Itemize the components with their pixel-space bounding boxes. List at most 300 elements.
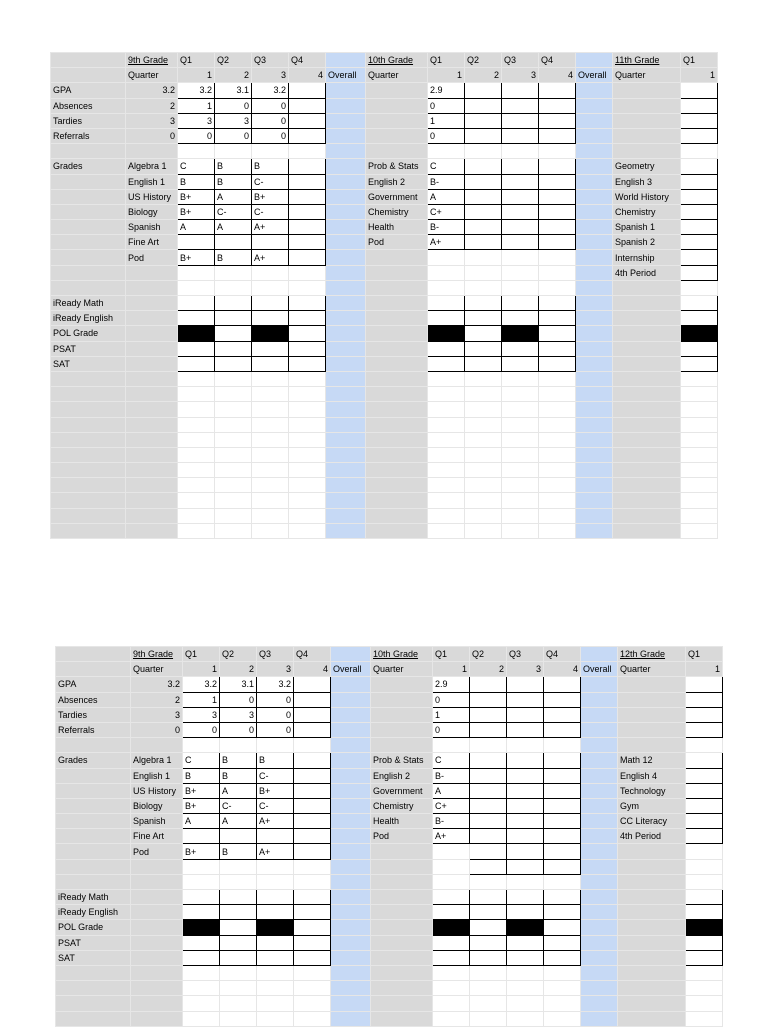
test-value <box>686 905 723 920</box>
cell <box>539 144 576 159</box>
overall-column <box>326 53 366 68</box>
subject-name: Algebra 1 <box>126 159 178 174</box>
cell <box>366 280 428 295</box>
cell <box>581 768 618 783</box>
cell <box>178 508 215 523</box>
cell <box>576 417 613 432</box>
cell <box>465 371 502 386</box>
cell <box>465 387 502 402</box>
subject-name: Biology <box>126 204 178 219</box>
test-value <box>539 341 576 356</box>
cell <box>613 447 681 462</box>
cell <box>215 144 252 159</box>
stat-value: 0 <box>257 722 294 737</box>
quarter-number: 4 <box>544 662 581 677</box>
empty-row <box>56 965 723 980</box>
cell <box>326 189 366 204</box>
grade-value: B <box>220 753 257 768</box>
cell <box>502 493 539 508</box>
cell <box>215 508 252 523</box>
cell <box>51 447 126 462</box>
test-row <box>51 356 718 371</box>
cell <box>613 144 681 159</box>
stat-value: 3.2 <box>178 83 215 98</box>
cell <box>613 280 681 295</box>
cell <box>613 508 681 523</box>
cell <box>544 965 581 980</box>
cell <box>539 417 576 432</box>
grade-value <box>544 768 581 783</box>
cell <box>576 402 613 417</box>
test-row <box>56 920 723 935</box>
test-value <box>544 920 581 935</box>
subject-name <box>618 844 686 859</box>
quarter-label: Q4 <box>539 53 576 68</box>
cell <box>294 874 331 889</box>
grade-value: B <box>220 844 257 859</box>
stat-value <box>289 98 326 113</box>
test-value <box>178 356 215 371</box>
cell <box>618 722 686 737</box>
cell <box>326 235 366 250</box>
cell <box>215 447 252 462</box>
cell <box>326 220 366 235</box>
stat-total: 0 <box>126 128 178 143</box>
cell <box>56 768 131 783</box>
subject-name: 4th Period <box>613 265 681 280</box>
cell <box>178 432 215 447</box>
cell <box>428 508 465 523</box>
stat-value <box>681 113 718 128</box>
test-value <box>544 890 581 905</box>
cell <box>331 920 371 935</box>
test-row <box>51 296 718 311</box>
grade-value <box>178 265 215 280</box>
grade-value <box>470 768 507 783</box>
cell <box>576 296 613 311</box>
stat-label: GPA <box>51 83 126 98</box>
cell <box>178 144 215 159</box>
stat-value: 1 <box>428 113 465 128</box>
stat-value <box>681 98 718 113</box>
cell <box>126 387 178 402</box>
stat-label: Tardies <box>51 113 126 128</box>
cell <box>126 296 178 311</box>
quarter-number: 4 <box>289 68 326 83</box>
grade-value <box>681 174 718 189</box>
cell <box>465 508 502 523</box>
cell <box>215 432 252 447</box>
cell <box>183 981 220 996</box>
stat-value <box>686 707 723 722</box>
test-value <box>178 296 215 311</box>
cell <box>544 981 581 996</box>
quarter-number: 3 <box>502 68 539 83</box>
cell <box>126 493 178 508</box>
cell <box>326 113 366 128</box>
cell <box>502 371 539 386</box>
cell <box>613 98 681 113</box>
cell <box>56 874 131 889</box>
cell <box>470 738 507 753</box>
test-value <box>507 890 544 905</box>
grade-value <box>539 204 576 219</box>
stat-value: 0 <box>215 98 252 113</box>
stat-value <box>470 722 507 737</box>
grade-row <box>51 265 718 280</box>
quarter-caption: Quarter <box>371 662 433 677</box>
grade-value: B- <box>433 814 470 829</box>
grade-value <box>178 235 215 250</box>
cell <box>331 768 371 783</box>
grade-value <box>465 250 502 265</box>
grade-value <box>294 844 331 859</box>
cell <box>618 965 686 980</box>
cell <box>366 341 428 356</box>
test-label: iReady Math <box>51 296 126 311</box>
cell <box>331 753 371 768</box>
cell <box>465 523 502 538</box>
cell <box>366 402 428 417</box>
cell <box>576 174 613 189</box>
grade-value: B- <box>433 768 470 783</box>
cell <box>613 113 681 128</box>
grade-value <box>681 189 718 204</box>
subject-name: Chemistry <box>613 204 681 219</box>
stat-value: 0 <box>433 722 470 737</box>
subject-name: Algebra 1 <box>131 753 183 768</box>
grade-value: C- <box>215 204 252 219</box>
cell <box>581 677 618 692</box>
cell <box>131 935 183 950</box>
cell <box>581 798 618 813</box>
cell <box>289 371 326 386</box>
cell <box>618 738 686 753</box>
grade-value: B+ <box>178 189 215 204</box>
cell <box>428 280 465 295</box>
stat-value <box>544 707 581 722</box>
cell <box>51 432 126 447</box>
subject-name: Spanish 1 <box>613 220 681 235</box>
subject-name: CC Literacy <box>618 814 686 829</box>
cell <box>576 98 613 113</box>
quarter-number: 1 <box>428 68 465 83</box>
grade-value: B+ <box>183 783 220 798</box>
grade-value <box>465 204 502 219</box>
cell <box>51 250 126 265</box>
grade-value <box>502 174 539 189</box>
cell <box>681 387 718 402</box>
subject-name: Fine Art <box>126 235 178 250</box>
cell <box>502 387 539 402</box>
overall-label: Overall <box>326 68 366 83</box>
test-value <box>252 341 289 356</box>
test-value <box>289 356 326 371</box>
cell <box>178 493 215 508</box>
test-value <box>686 935 723 950</box>
cell <box>252 493 289 508</box>
grade-value <box>507 844 544 859</box>
subject-name: English 4 <box>618 768 686 783</box>
quarter-row <box>51 68 718 83</box>
grade-value <box>544 859 581 874</box>
test-value <box>289 296 326 311</box>
grade-value <box>470 859 507 874</box>
stat-value <box>686 722 723 737</box>
cell <box>681 144 718 159</box>
quarter-label: Q4 <box>294 647 331 662</box>
grade-value: A <box>220 783 257 798</box>
test-value <box>220 950 257 965</box>
cell <box>613 341 681 356</box>
cell <box>220 981 257 996</box>
cell <box>183 965 220 980</box>
cell <box>326 508 366 523</box>
cell <box>326 280 366 295</box>
stat-value <box>294 692 331 707</box>
cell <box>366 311 428 326</box>
grade-value <box>544 814 581 829</box>
grade-value <box>294 859 331 874</box>
test-value <box>428 341 465 356</box>
cell <box>576 250 613 265</box>
quarter-label: Q4 <box>289 53 326 68</box>
subject-name <box>371 859 433 874</box>
grade-value <box>544 844 581 859</box>
grade-value <box>289 174 326 189</box>
cell <box>331 692 371 707</box>
quarter-number: 1 <box>183 662 220 677</box>
test-value <box>465 341 502 356</box>
cell <box>331 829 371 844</box>
cell <box>371 692 433 707</box>
stat-value: 1 <box>178 98 215 113</box>
test-value <box>294 890 331 905</box>
cell <box>326 296 366 311</box>
shaded-cell <box>681 326 718 341</box>
grade-value: B <box>252 159 289 174</box>
grade-value <box>294 829 331 844</box>
cell <box>252 371 289 386</box>
year3-title: 11th Grade <box>613 53 681 68</box>
cell <box>613 83 681 98</box>
stat-row <box>51 98 718 113</box>
test-label: POL Grade <box>51 326 126 341</box>
stat-value <box>465 113 502 128</box>
cell <box>56 844 131 859</box>
grade-value <box>465 220 502 235</box>
grade-sheet-bottom <box>55 646 723 1027</box>
test-value <box>502 341 539 356</box>
quarter-label: Q1 <box>433 647 470 662</box>
grade-value: C <box>433 753 470 768</box>
grade-value <box>507 829 544 844</box>
cell <box>51 204 126 219</box>
stat-value: 3.2 <box>252 83 289 98</box>
cell <box>465 447 502 462</box>
stat-value: 0 <box>215 128 252 143</box>
stat-value: 3 <box>178 113 215 128</box>
grade-value: B <box>178 174 215 189</box>
overall-column <box>331 647 371 662</box>
grade-value <box>507 798 544 813</box>
stat-value: 1 <box>433 707 470 722</box>
grade-sheet-top <box>50 52 718 539</box>
grade-value <box>681 265 718 280</box>
cell <box>681 432 718 447</box>
empty-row <box>56 981 723 996</box>
cell <box>428 417 465 432</box>
stat-value <box>539 98 576 113</box>
quarter-number: 2 <box>470 662 507 677</box>
cell <box>289 387 326 402</box>
grade-value: B- <box>428 220 465 235</box>
cell <box>613 296 681 311</box>
cell <box>215 402 252 417</box>
cell <box>465 280 502 295</box>
grade-value: C- <box>257 798 294 813</box>
grade-value: C- <box>252 204 289 219</box>
grade-row <box>56 829 723 844</box>
cell <box>326 478 366 493</box>
cell <box>51 371 126 386</box>
grade-value <box>681 250 718 265</box>
grade-value <box>686 844 723 859</box>
cell <box>613 478 681 493</box>
test-value <box>183 890 220 905</box>
grade-row <box>56 798 723 813</box>
cell <box>618 707 686 722</box>
cell <box>576 387 613 402</box>
stat-value <box>470 692 507 707</box>
grade-row <box>56 844 723 859</box>
subject-name: Spanish <box>131 814 183 829</box>
grade-row <box>56 783 723 798</box>
stat-value <box>539 83 576 98</box>
cell <box>576 463 613 478</box>
grades-label: Grades <box>51 159 126 174</box>
test-value <box>428 356 465 371</box>
grade-value: A+ <box>428 235 465 250</box>
quarter-number: 1 <box>681 68 718 83</box>
cell <box>183 996 220 1011</box>
test-value <box>686 890 723 905</box>
cell <box>215 493 252 508</box>
test-value <box>433 950 470 965</box>
test-value <box>465 326 502 341</box>
cell <box>326 250 366 265</box>
test-row <box>56 935 723 950</box>
cell <box>613 402 681 417</box>
stat-total: 2 <box>126 98 178 113</box>
quarter-label: Q1 <box>428 53 465 68</box>
test-value <box>507 905 544 920</box>
cell <box>289 493 326 508</box>
cell <box>686 738 723 753</box>
grade-value <box>183 859 220 874</box>
cell <box>502 144 539 159</box>
cell <box>294 965 331 980</box>
subject-name: Technology <box>618 783 686 798</box>
subject-name: Health <box>371 814 433 829</box>
cell <box>681 523 718 538</box>
spacer-row <box>51 144 718 159</box>
test-value <box>502 356 539 371</box>
quarter-label: Q1 <box>686 647 723 662</box>
test-value <box>294 920 331 935</box>
cell <box>681 508 718 523</box>
grade-value <box>686 814 723 829</box>
quarter-label: Q4 <box>544 647 581 662</box>
cell <box>366 463 428 478</box>
test-value <box>539 326 576 341</box>
cell <box>502 523 539 538</box>
cell <box>289 417 326 432</box>
cell <box>252 432 289 447</box>
cell <box>289 432 326 447</box>
cell <box>56 829 131 844</box>
cell <box>576 356 613 371</box>
grade-value <box>470 783 507 798</box>
cell <box>326 432 366 447</box>
cell <box>56 981 131 996</box>
grade-value <box>502 235 539 250</box>
grade-value <box>544 753 581 768</box>
cell <box>294 981 331 996</box>
cell <box>686 874 723 889</box>
cell <box>371 874 433 889</box>
grade-value <box>289 204 326 219</box>
cell <box>371 935 433 950</box>
test-value <box>681 341 718 356</box>
test-value <box>178 311 215 326</box>
cell <box>544 738 581 753</box>
cell <box>56 647 131 662</box>
cell <box>257 965 294 980</box>
cell <box>215 523 252 538</box>
test-value <box>433 905 470 920</box>
cell <box>366 447 428 462</box>
cell <box>366 417 428 432</box>
stat-value: 0 <box>428 128 465 143</box>
cell <box>581 935 618 950</box>
quarter-label: Q3 <box>507 647 544 662</box>
cell <box>331 738 371 753</box>
subject-name: Spanish 2 <box>613 235 681 250</box>
cell <box>252 478 289 493</box>
quarter-caption: Quarter <box>618 662 686 677</box>
cell <box>581 738 618 753</box>
cell <box>428 387 465 402</box>
stat-label: Absences <box>51 98 126 113</box>
header-row <box>56 647 723 662</box>
cell <box>576 508 613 523</box>
subject-name: Health <box>366 220 428 235</box>
test-value <box>470 935 507 950</box>
empty-row <box>51 371 718 386</box>
cell <box>51 523 126 538</box>
quarter-label: Q1 <box>183 647 220 662</box>
cell <box>502 402 539 417</box>
stat-value <box>681 128 718 143</box>
grade-value <box>502 250 539 265</box>
cell <box>581 965 618 980</box>
grade-row <box>56 753 723 768</box>
cell <box>331 798 371 813</box>
cell <box>576 189 613 204</box>
cell <box>507 965 544 980</box>
cell <box>371 722 433 737</box>
